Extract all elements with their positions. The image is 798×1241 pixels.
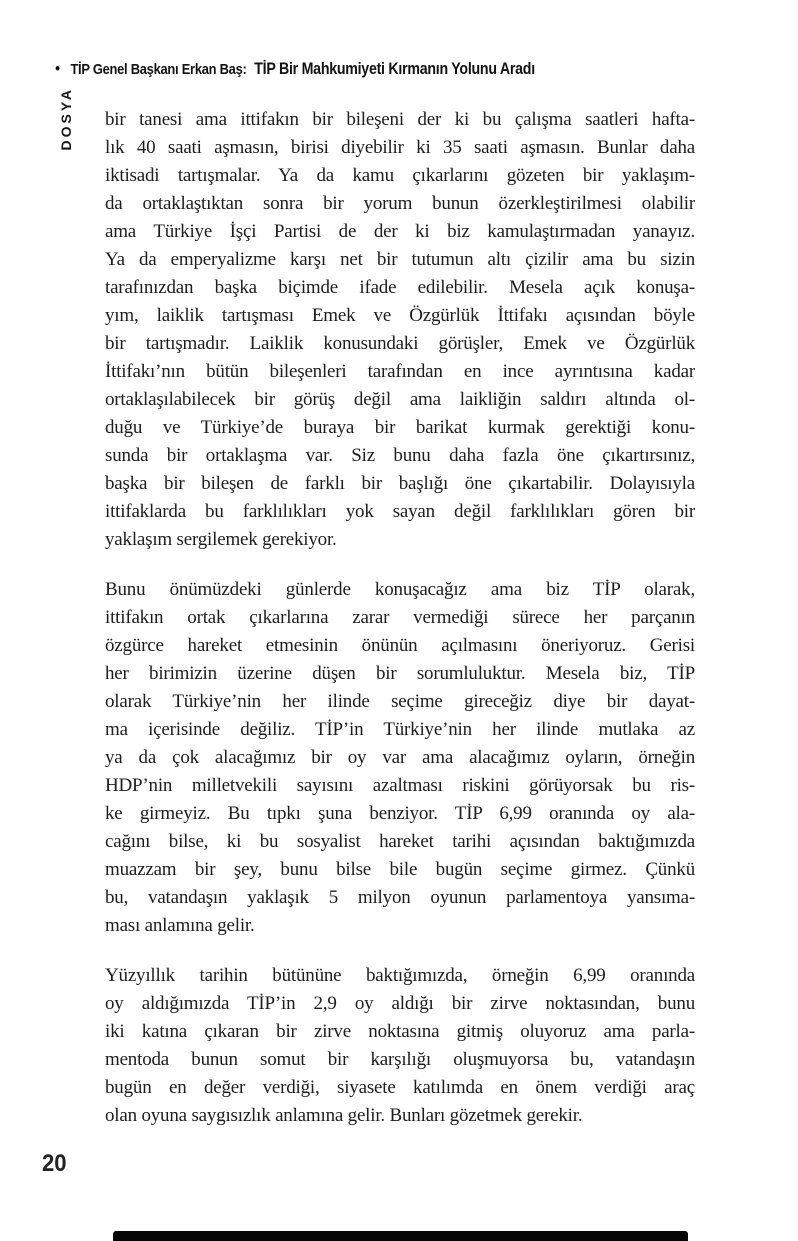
text-line: ama Türkiye İşçi Partisi de der ki biz kamulaştırmadan yanayız. <box>105 221 695 242</box>
text-line: iktisadi tartışmalar. Ya da kamu çıkarlarını gözeten bir yaklaşım- <box>105 165 695 186</box>
text-line: da ortaklaştıktan sonra bir yorum bunun özerkleştirilmesi olabilir <box>105 193 695 214</box>
paragraph <box>105 576 695 940</box>
sidebar-vertical-label: DOSYA <box>58 87 74 151</box>
page-number: 20 <box>42 1150 67 1177</box>
text-line: ittifaklarda bu farklılıkları yok sayan değil farklılıkları gören bir <box>105 501 695 522</box>
paragraph <box>105 106 695 554</box>
text-line: ma içerisinde değiliz. TİP’in Türkiye’nin her ilinde mutlaka az <box>105 719 695 740</box>
body-text <box>105 106 695 1152</box>
text-line: başka bir bileşen de farklı bir başlığı öne çıkartabilir. Dolayısıyla <box>105 473 695 494</box>
header-title: TİP Bir Mahkumiyeti Kırmanın Yolunu Aradı <box>254 60 535 78</box>
text-line: İttifakı’nın bütün bileşenleri tarafından en ince ayrıntısına kadar <box>105 361 695 382</box>
header-kicker: TİP Genel Başkanı Erkan Baş: <box>70 61 247 78</box>
text-line: iki katına çıkaran bir zirve noktasına gitmiş oluyoruz ama parla- <box>105 1021 695 1042</box>
text-line: her birimizin üzerine düşen bir sorumluluktur. Mesela biz, TİP <box>105 663 695 684</box>
text-line: cağını bilse, ki bu sosyalist hareket tarihi açısından baktığımızda <box>105 831 695 852</box>
text-line: bir tanesi ama ittifakın bir bileşeni der ki bu çalışma saatleri hafta- <box>105 109 695 130</box>
text-line: tarafınızdan başka biçimde ifade edilebilir. Mesela açık konuşa- <box>105 277 695 298</box>
text-line: yaklaşım sergilemek gerekiyor. <box>105 529 337 550</box>
text-line: bu, vatandaşın yaklaşık 5 milyon oyunun parlamentoya yansıma- <box>105 887 695 908</box>
text-line: ke girmeyiz. Bu tıpkı şuna benziyor. TİP 6,99 oranında oy ala- <box>105 803 695 824</box>
home-indicator-bar <box>113 1231 688 1241</box>
text-line: ortaklaşılabilecek bir görüş değil ama laikliğin saldırı altında ol- <box>105 389 695 410</box>
text-line: Ya da emperyalizme karşı net bir tutumun altı çizilir ama bu sizin <box>105 249 695 270</box>
article-header <box>55 60 535 79</box>
text-line: ması anlamına gelir. <box>105 915 255 936</box>
text-line: duğu ve Türkiye’de buraya bir barikat kurmak gerektiği konu- <box>105 417 695 438</box>
text-line: bir tartışmadır. Laiklik konusundaki görüşler, Emek ve Özgürlük <box>105 333 695 354</box>
text-line: sunda bir ortaklaşma var. Siz bunu daha fazla öne çıkartırsınız, <box>105 445 695 466</box>
text-line: yım, laiklik tartışması Emek ve Özgürlük İttifakı açısından böyle <box>105 305 695 326</box>
text-line: olan oyuna saygısızlık anlamına gelir. Bunları gözetmek gerekir. <box>105 1105 583 1126</box>
text-line: mentoda bunun somut bir karşılığı oluşmuyorsa bu, vatandaşın <box>105 1049 695 1070</box>
bullet-icon: • <box>55 59 61 78</box>
text-line: Bunu önümüzdeki günlerde konuşacağız ama biz TİP olarak, <box>105 579 695 600</box>
text-line: olarak Türkiye’nin her ilinde seçime gireceğiz diye bir dayat- <box>105 691 695 712</box>
text-line: ittifakın ortak çıkarlarına zarar vermediği sürece her parçanın <box>105 607 695 628</box>
text-line: ya da çok alacağımız bir oy var ama alacağımız oyların, örneğin <box>105 747 695 768</box>
text-line: oy aldığımızda TİP’in 2,9 oy aldığı bir zirve noktasından, bunu <box>105 993 695 1014</box>
text-line: muazzam bir şey, bunu bilse bile bugün seçime girmez. Çünkü <box>105 859 695 880</box>
text-line: Yüzyıllık tarihin bütününe baktığımızda, örneğin 6,99 oranında <box>105 965 695 986</box>
text-line: bugün en değer verdiği, siyasete katılımda en önem verdiği araç <box>105 1077 695 1098</box>
text-line: özgürce hareket etmesinin önünün açılmasını öneriyoruz. Gerisi <box>105 635 695 656</box>
text-line: HDP’nin milletvekili sayısını azaltması riskini görüyorsak bu ris- <box>105 775 695 796</box>
paragraph <box>105 962 695 1130</box>
text-line: lık 40 saati aşmasın, birisi diyebilir ki 35 saati aşmasın. Bunlar daha <box>105 137 695 158</box>
